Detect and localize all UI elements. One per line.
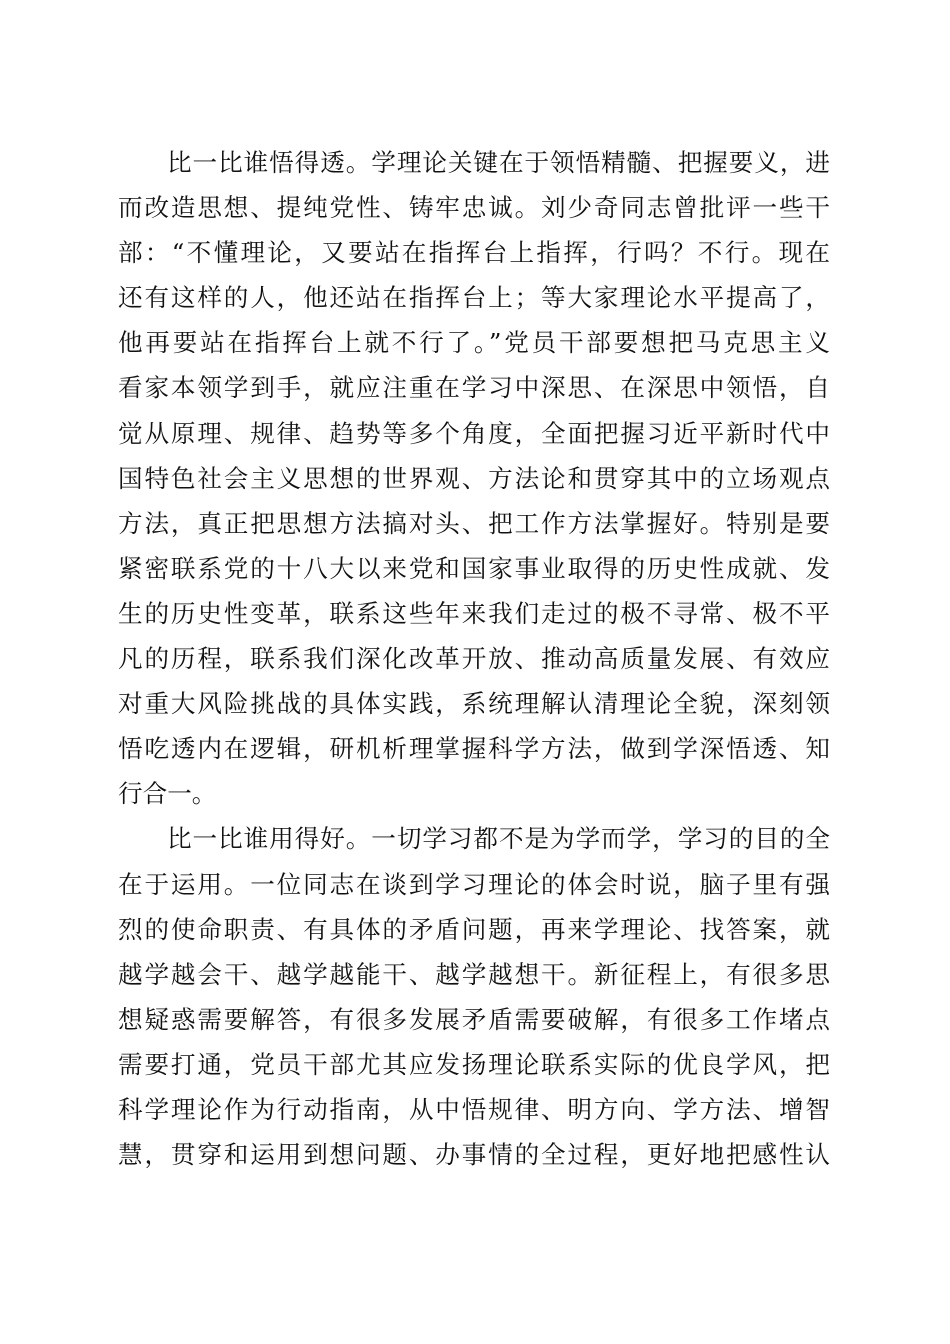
- text-line: 慧，贯穿和运用到想问题、办事情的全过程，更好地把感性认: [118, 1140, 830, 1170]
- text-line: 烈的使命职责、有具体的矛盾问题，再来学理论、找答案，就: [118, 914, 830, 944]
- text-line: 他再要站在指挥台上就不行了。”党员干部要想把马克思主义: [118, 328, 830, 358]
- text-line: 需要打通，党员干部尤其应发扬理论联系实际的优良学风，把: [118, 1049, 830, 1079]
- text-line: 行合一。: [118, 779, 217, 809]
- text-line: 生的历史性变革，联系这些年来我们走过的极不寻常、极不平: [118, 598, 830, 628]
- text-line: 科学理论作为行动指南，从中悟规律、明方向、学方法、增智: [118, 1094, 830, 1124]
- text-line: 对重大风险挑战的具体实践，系统理解认清理论全貌，深刻领: [118, 689, 830, 719]
- text-line: 在于运用。一位同志在谈到学习理论的体会时说，脑子里有强: [118, 869, 830, 899]
- text-line: 越学越会干、越学越能干、越学越想干。新征程上，有很多思: [118, 959, 830, 989]
- text-line: 方法，真正把思想方法搞对头、把工作方法掌握好。特别是要: [118, 508, 830, 538]
- text-line: 觉从原理、规律、趋势等多个角度，全面把握习近平新时代中: [118, 418, 830, 448]
- document-body: [118, 143, 830, 1180]
- text-line: 凡的历程，联系我们深化改革开放、推动高质量发展、有效应: [118, 644, 830, 674]
- text-line: 而改造思想、提纯党性、铸牢忠诚。刘少奇同志曾批评一些干: [118, 193, 830, 223]
- text-line: 比一比谁悟得透。学理论关键在于领悟精髓、把握要义，进: [167, 148, 830, 177]
- paragraph: [118, 819, 830, 1175]
- text-line: 还有这样的人，他还站在指挥台上；等大家理论水平提高了，: [118, 283, 830, 313]
- text-line: 部：“不懂理论，又要站在指挥台上指挥，行吗？不行。现在: [118, 238, 830, 268]
- text-line: 想疑惑需要解答，有很多发展矛盾需要破解，有很多工作堵点: [118, 1004, 830, 1034]
- text-line: 悟吃透内在逻辑，研机析理掌握科学方法，做到学深悟透、知: [118, 734, 830, 764]
- text-line: 国特色社会主义思想的世界观、方法论和贯穿其中的立场观点: [118, 463, 830, 493]
- text-line: 比一比谁用得好。一切学习都不是为学而学，学习的目的全: [167, 824, 830, 854]
- text-line: 紧密联系党的十八大以来党和国家事业取得的历史性成就、发: [118, 553, 830, 583]
- paragraph: [118, 143, 830, 814]
- text-line: 看家本领学到手，就应注重在学习中深思、在深思中领悟，自: [118, 373, 830, 403]
